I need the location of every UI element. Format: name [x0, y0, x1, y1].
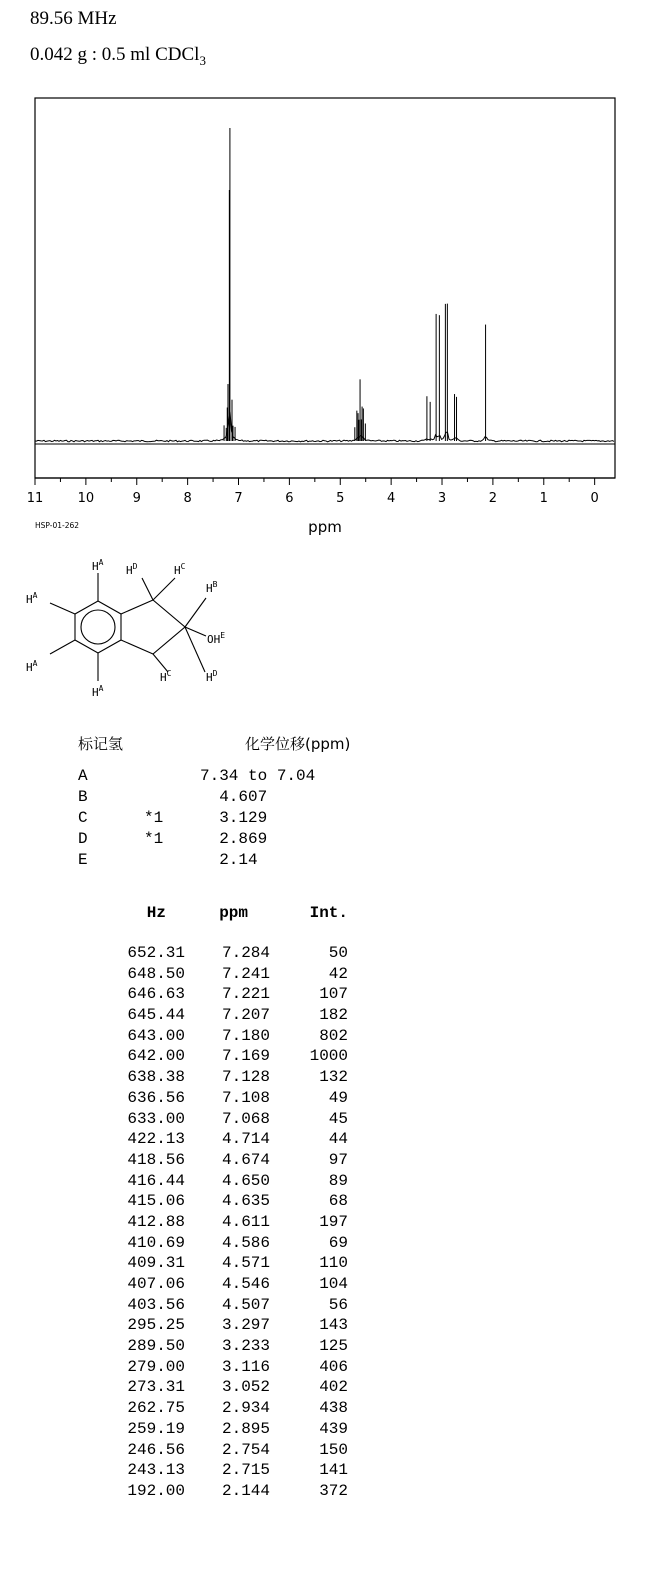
peak-row	[110, 1420, 370, 1441]
peak-row	[110, 1296, 370, 1317]
peak-int: 439	[319, 1419, 348, 1438]
peak-ppm: 3.297	[221, 1316, 270, 1335]
label-hc-bottom: $H^C$	[160, 669, 172, 684]
peak-row	[110, 1110, 370, 1131]
peak-row	[110, 1461, 370, 1482]
peak-ppm: 4.611	[221, 1212, 270, 1231]
peak-ppm: 2.934	[221, 1399, 270, 1418]
peak-hz: 652.31	[127, 944, 185, 962]
peak-ppm: 4.650	[221, 1171, 270, 1190]
header-int: Int.	[309, 904, 348, 922]
peak-hz: 192.00	[127, 1481, 185, 1500]
peak-int: 110	[319, 1254, 348, 1273]
peak-hz: 412.88	[127, 1212, 185, 1231]
assignment-label: A	[78, 767, 88, 785]
solvent-subscript: 3	[199, 52, 206, 68]
peak-ppm: 4.635	[221, 1192, 270, 1211]
peak-row	[110, 1027, 370, 1048]
assignment-shift: 7.34 to 7.04	[200, 767, 316, 785]
peak-ppm: 7.207	[221, 1006, 270, 1025]
peak-row	[110, 1358, 370, 1379]
peak-int: 143	[319, 1316, 348, 1335]
peak-hz: 418.56	[127, 1150, 185, 1169]
peak-ppm: 4.546	[221, 1275, 270, 1293]
x-tick-label: 6	[285, 491, 294, 506]
assignment-row	[78, 851, 378, 872]
x-tick-label: 3	[437, 491, 447, 506]
peak-row	[110, 1172, 370, 1193]
x-axis-tick-labels	[27, 491, 599, 506]
peak-int: 44	[328, 1130, 348, 1149]
peak-int: 406	[319, 1357, 348, 1376]
peak-row	[110, 1151, 370, 1172]
plot-frame	[35, 98, 615, 478]
label-hc-top: $H^C$	[174, 562, 186, 577]
peak-row	[110, 1068, 370, 1089]
peak-int: 97	[328, 1150, 348, 1169]
peak-int: 150	[319, 1440, 348, 1459]
peak-hz: 289.50	[127, 1337, 185, 1356]
peak-hz: 642.00	[127, 1047, 185, 1066]
label-ha-bottom: $H^A$	[92, 684, 104, 699]
peak-int: 89	[328, 1171, 348, 1190]
x-tick-label: 2	[488, 491, 498, 506]
assignment-label: C	[78, 809, 88, 827]
peak-hz: 410.69	[127, 1233, 185, 1252]
peak-row	[110, 944, 370, 965]
peak-hz: 409.31	[127, 1254, 185, 1273]
peak-hz: 638.38	[127, 1068, 185, 1087]
peak-row	[110, 1482, 370, 1503]
peak-hz: 648.50	[127, 964, 185, 983]
peak-row	[110, 1213, 370, 1234]
assignment-note: *1	[144, 830, 164, 848]
peak-ppm: 2.144	[221, 1481, 270, 1500]
peak-ppm: 7.169	[221, 1047, 270, 1066]
label-hd-bottom: $H^D$	[206, 669, 218, 684]
peak-int: 68	[328, 1192, 348, 1211]
peak-int: 402	[319, 1378, 348, 1397]
peak-int: 107	[319, 985, 348, 1004]
peak-row	[110, 1399, 370, 1420]
assignment-col-shift: 化学位移(ppm)	[245, 735, 351, 753]
five-membered-ring	[121, 600, 185, 654]
peak-int: 132	[319, 1068, 348, 1087]
assignment-note: *1	[144, 809, 164, 827]
peak-row	[110, 1316, 370, 1337]
peak-ppm: 3.116	[221, 1357, 270, 1376]
assignment-label: E	[78, 851, 88, 869]
peak-row	[110, 1130, 370, 1151]
peak-row	[110, 1337, 370, 1358]
assignment-header	[78, 733, 368, 754]
assignment-table	[78, 767, 378, 872]
peak-hz: 645.44	[127, 1006, 185, 1025]
assignment-label: D	[78, 830, 88, 848]
peak-hz: 262.75	[127, 1399, 185, 1418]
frequency-label: 89.56 MHz	[30, 8, 117, 29]
assignment-row	[78, 788, 378, 809]
peak-hz: 246.56	[127, 1440, 185, 1459]
x-tick-label: 5	[336, 491, 345, 506]
header-ppm: ppm	[219, 904, 248, 922]
benzene-ring	[75, 601, 121, 653]
peak-int: 1000	[309, 1047, 348, 1066]
aromatic-circle	[81, 610, 115, 644]
peak-row	[110, 965, 370, 986]
peak-hz: 646.63	[127, 985, 185, 1004]
peak-int: 49	[328, 1088, 348, 1107]
label-ha-upper-left: $H^A$	[26, 591, 38, 606]
x-tick-label: 4	[386, 491, 396, 506]
peak-ppm: 7.108	[221, 1088, 270, 1107]
peak-row	[110, 1234, 370, 1255]
peak-int: 438	[319, 1399, 348, 1418]
peak-int: 141	[319, 1461, 348, 1480]
peak-int: 50	[328, 944, 348, 962]
x-tick-label: 7	[234, 491, 243, 506]
x-tick-label: 1	[539, 491, 548, 506]
peak-ppm: 4.507	[221, 1295, 270, 1314]
assignment-col-label: 标记氢	[78, 735, 124, 753]
peak-ppm: 2.895	[221, 1419, 270, 1438]
label-ohe: $OH^E$	[207, 631, 226, 646]
assignment-shift: 3.129	[200, 809, 268, 827]
assignment-row	[78, 767, 378, 788]
peak-ppm: 3.052	[221, 1378, 270, 1397]
x-axis-ticks	[35, 478, 595, 485]
peak-int: 56	[328, 1295, 348, 1314]
assignment-label: B	[78, 788, 88, 806]
peak-ppm: 4.586	[221, 1233, 270, 1252]
x-tick-label: 8	[183, 491, 192, 506]
peak-int: 45	[328, 1109, 348, 1128]
solvent-text: 0.042 g : 0.5 ml CDCl	[30, 44, 200, 65]
peak-hz: 259.19	[127, 1419, 185, 1438]
peak-row	[110, 1441, 370, 1462]
peak-row	[110, 1047, 370, 1068]
peak-int: 182	[319, 1006, 348, 1025]
peak-ppm: 7.221	[221, 985, 270, 1004]
peak-lines	[224, 128, 486, 441]
assignment-shift: 2.14	[200, 851, 258, 869]
peak-ppm: 4.571	[221, 1254, 270, 1273]
peak-ppm: 7.068	[221, 1109, 270, 1128]
assignment-shift: 2.869	[200, 830, 268, 848]
peak-ppm: 3.233	[221, 1337, 270, 1356]
peak-row	[110, 1378, 370, 1399]
peak-ppm: 7.284	[221, 944, 270, 962]
peak-row	[110, 985, 370, 1006]
peak-table	[110, 904, 370, 1503]
peak-int: 372	[319, 1481, 348, 1500]
peak-hz: 403.56	[127, 1295, 185, 1314]
peak-int: 69	[328, 1233, 348, 1252]
peak-hz: 422.13	[127, 1130, 185, 1149]
spectrum-trace	[35, 412, 614, 442]
peak-hz: 636.56	[127, 1088, 185, 1107]
peak-int: 104	[319, 1275, 348, 1293]
label-ha-top: $H^A$	[92, 558, 104, 573]
nmr-spectrum-chart	[0, 0, 652, 540]
assignment-shift: 4.607	[200, 788, 268, 806]
peak-row	[110, 1275, 370, 1296]
peak-hz: 407.06	[127, 1275, 185, 1293]
peak-hz: 273.31	[127, 1378, 185, 1397]
x-axis-label: ppm	[308, 518, 342, 536]
peak-ppm: 7.180	[221, 1026, 270, 1045]
peak-ppm: 4.714	[221, 1130, 270, 1149]
peak-hz: 243.13	[127, 1461, 185, 1480]
peak-hz: 633.00	[127, 1109, 185, 1128]
peak-ppm: 7.241	[221, 964, 270, 983]
peak-table-body	[110, 944, 370, 1503]
peak-row	[110, 1006, 370, 1027]
peak-int: 125	[319, 1337, 348, 1356]
peak-row	[110, 1192, 370, 1213]
x-tick-label: 10	[77, 491, 95, 506]
x-tick-label: 0	[590, 491, 599, 506]
assignment-row	[78, 830, 378, 851]
peak-row	[110, 1089, 370, 1110]
peak-hz: 295.25	[127, 1316, 185, 1335]
peak-ppm: 7.128	[221, 1068, 270, 1087]
label-hb: $H^B$	[206, 580, 218, 595]
x-tick-label: 11	[26, 491, 44, 506]
label-ha-lower-left: $H^A$	[26, 659, 38, 674]
peak-int: 42	[328, 964, 348, 983]
header-hz: Hz	[146, 904, 166, 922]
peak-hz: 643.00	[127, 1026, 185, 1045]
peak-ppm: 2.715	[221, 1461, 270, 1480]
molecule-structure	[20, 548, 260, 713]
label-hd-top: $H^D$	[126, 562, 138, 577]
peak-hz: 279.00	[127, 1357, 185, 1376]
peak-int: 197	[319, 1212, 348, 1231]
peak-int: 802	[319, 1026, 348, 1045]
peak-hz: 415.06	[127, 1192, 185, 1211]
x-tick-label: 9	[132, 491, 141, 506]
peak-hz: 416.44	[127, 1171, 185, 1190]
peak-ppm: 2.754	[221, 1440, 270, 1459]
assignment-row	[78, 809, 378, 830]
peak-ppm: 4.674	[221, 1150, 270, 1169]
peak-table-header	[110, 904, 370, 944]
peak-row	[110, 1254, 370, 1275]
spectrum-code: HSP-01-262	[35, 521, 80, 530]
